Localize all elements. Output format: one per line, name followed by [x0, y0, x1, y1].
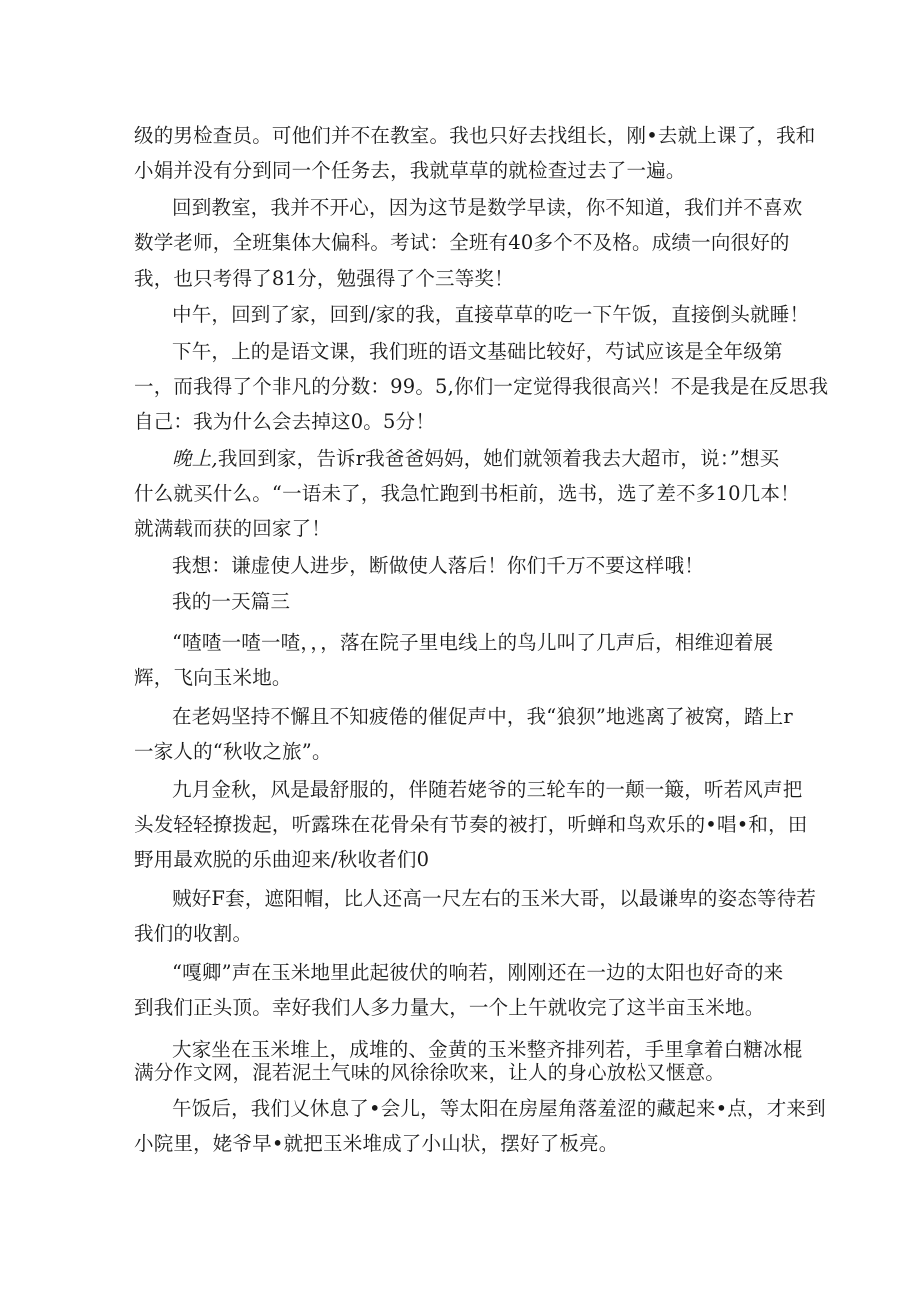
- text-line: 到我们正头顶。幸好我们人多力量大，一个上午就收完了这半亩玉米地。: [134, 996, 765, 1019]
- text-line: 我想：谦虚使人进步，断做使人落后！你们千万不要这样哦！: [172, 554, 704, 577]
- text-line: “喳喳一喳一喳，，，落在院子里电线上的鸟儿叫了几声后，相维迎着展: [172, 631, 774, 654]
- section-title: 我的一天篇三: [172, 590, 291, 613]
- text-line: 什么就买什么。“一语未了，我急忙跑到书柜前，选书，选了差不多10几本！: [134, 482, 800, 505]
- text-line: 头发轻轻撩拨起，听露珠在花骨朵有节奏的被打，听蝉和鸟欢乐的•唱•和，田: [134, 813, 808, 836]
- text-line: 在老妈坚持不懈且不知疲倦的催促声中，我“狼狈”地逃离了被窝，踏上r: [172, 705, 793, 728]
- text-line: 中午，回到了家，回到/家的我，直接草草的吃一下午饭，直接倒头就睡！: [172, 303, 810, 326]
- text-line: 我们的收割。: [134, 922, 253, 945]
- text-line: 小院里，姥爷早•就把玉米堆成了小山状，摆好了板亮。: [134, 1132, 619, 1155]
- text-line: 级的男检查员。可他们并不在教室。我也只好去找组长，刚•去就上课了，我和: [134, 124, 816, 147]
- text-line: 数学老师，全班集体大偏科。考试：全班有40多个不及格。成绩一向很好的: [134, 231, 790, 254]
- text-line: 大家坐在玉米堆上，成堆的、金黄的玉米整齐排列若，手里拿着白糖冰棍: [172, 1038, 803, 1061]
- text-line: 小娟并没有分到同一个任务去，我就草草的就检查过去了一遍。: [134, 159, 686, 182]
- text-line: 满分作文网，混若泥土气味的风徐徐吹来，让人的身心放松又惬意。: [134, 1061, 726, 1084]
- text-line: 野用最欢脱的乐曲迎来/秋收者们0: [134, 848, 430, 871]
- text-line: 九月金秋，风是最舒服的，伴随若姥爷的三轮车的一颠一簸，听若风声把: [172, 778, 803, 801]
- text-line: “嘎卿”声在玉米地里此起彼伏的响若，刚刚还在一边的太阳也好奇的来: [172, 961, 784, 984]
- text-line-lead: 晚上,: [172, 447, 218, 470]
- text-line: [172, 446, 779, 472]
- text-line: 一家人的“秋收之旅”。: [134, 740, 332, 763]
- text-line: 午饭后，我们乂休息了•会儿，等太阳在房屋角落羞涩的藏起来•点，才来到: [172, 1097, 826, 1120]
- text-line: 回到教室，我并不开心，因为这节是数学早读，你不知道，我们并不喜欢: [172, 196, 803, 219]
- text-line-rest: 我回到家，告诉r我爸爸妈妈，她们就领着我去大超市，说：”想买: [217, 447, 780, 470]
- text-line: 就满载而获的回家了！: [134, 517, 332, 540]
- text-line: 一，而我得了个非凡的分数：99。5,你们一定觉得我很高兴！不是我是在反思我: [134, 375, 829, 398]
- text-line: 自己：我为什么会去掉这0。5分！: [134, 410, 436, 433]
- text-line: 贼好F套，遮阳帽，比人还高一尺左右的玉米大哥，以最谦卑的姿态等待若: [172, 887, 817, 910]
- text-line: 下午，上的是语文课，我们班的语文基础比较好，芍试应该是全年级第: [172, 340, 783, 363]
- text-line: 辉，飞向玉米地。: [134, 666, 292, 689]
- text-line: 我，也只考得了81分，勉强得了个三等奖！: [134, 267, 514, 290]
